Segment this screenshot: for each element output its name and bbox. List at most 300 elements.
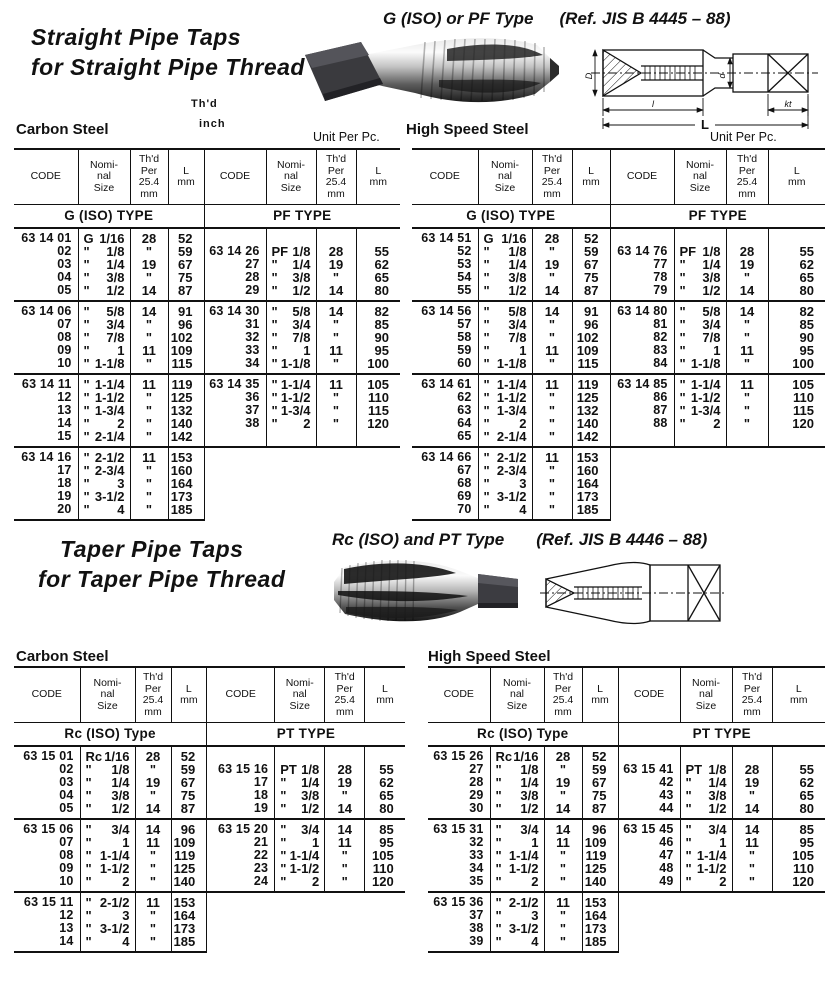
- thd-cell: ": [130, 318, 168, 331]
- size-value: 2-1/2: [99, 895, 130, 910]
- thd-cell: 14: [532, 301, 572, 318]
- size-value: 1/8: [702, 244, 721, 259]
- code-cell: 68: [457, 476, 472, 490]
- size-value: 3: [531, 908, 539, 923]
- size-cell: [275, 875, 325, 892]
- thd-cell: ": [532, 391, 572, 404]
- size-value: 1-1/4: [280, 377, 311, 392]
- size-cell: [266, 430, 316, 447]
- taper-type-heading: Rc (ISO) and PT Type: [332, 530, 505, 549]
- thd-cell: ": [726, 318, 768, 331]
- size-prefix: ": [83, 377, 90, 392]
- size-prefix: ": [280, 861, 287, 876]
- column-header: L mm: [772, 667, 825, 723]
- size-cell: [80, 746, 135, 763]
- length-cell: [365, 935, 405, 952]
- length-cell: 65: [768, 271, 825, 284]
- size-prefix: ": [83, 283, 90, 298]
- taper-carbon-label: Carbon Steel: [16, 648, 109, 665]
- code-cell: [204, 490, 266, 503]
- size-prefix: ": [483, 330, 490, 345]
- size-prefix: ": [280, 874, 287, 889]
- size-value: 3: [519, 476, 527, 491]
- length-cell: 96: [168, 318, 204, 331]
- thd-cell: ": [544, 909, 582, 922]
- code-cell: [207, 909, 275, 922]
- code-cell: [618, 909, 680, 922]
- code-cell: 59: [457, 343, 472, 357]
- straight-tap-photo: [297, 28, 565, 112]
- header-row: [412, 149, 825, 205]
- size-prefix: ": [685, 775, 692, 790]
- length-cell: 55: [356, 245, 400, 258]
- thd-cell: [316, 503, 356, 520]
- code-cell: 17: [57, 463, 72, 477]
- table-row: [428, 892, 825, 909]
- code-cell: 17: [207, 776, 275, 789]
- size-cell: [266, 357, 316, 374]
- code-cell: 49: [618, 875, 680, 892]
- size-group: [412, 228, 825, 301]
- table-row: [428, 802, 825, 819]
- code-cell: [204, 447, 266, 464]
- thd-cell: ": [130, 430, 168, 447]
- size-value: 1-3/4: [690, 403, 721, 418]
- code-cell: 22: [207, 849, 275, 862]
- length-cell: 55: [768, 245, 825, 258]
- code-cell: 62: [457, 390, 472, 404]
- size-cell: [266, 477, 316, 490]
- code-cell: 57: [457, 317, 472, 331]
- code-cell: 34: [204, 357, 266, 374]
- straight-carbon-label: Carbon Steel: [16, 121, 109, 138]
- size-value: 1/2: [708, 801, 727, 816]
- thd-cell: 11: [532, 447, 572, 464]
- size-value: 1/4: [708, 775, 727, 790]
- size-prefix: ": [83, 502, 90, 517]
- straight-type-heading: G (ISO) or PF Type: [383, 9, 534, 28]
- column-header: L mm: [168, 149, 204, 205]
- code-cell: 63 14 51: [421, 231, 472, 245]
- length-cell: 75: [582, 789, 618, 802]
- length-cell: [772, 892, 825, 909]
- thd-cell: 11: [544, 892, 582, 909]
- column-header: L mm: [365, 667, 405, 723]
- size-prefix: ": [85, 895, 92, 910]
- size-prefix: ": [83, 416, 90, 431]
- size-value: 3-1/2: [496, 489, 527, 504]
- column-header: Nomi- nal Size: [674, 149, 726, 205]
- length-cell: 91: [572, 301, 610, 318]
- length-cell: 185: [582, 935, 618, 952]
- taper-carbon-table: [14, 666, 405, 953]
- size-value: 3/4: [106, 317, 125, 332]
- column-header: Nomi- nal Size: [275, 667, 325, 723]
- size-prefix: ": [85, 861, 92, 876]
- length-cell: 59: [572, 245, 610, 258]
- length-cell: 96: [582, 819, 618, 836]
- table-row: [412, 344, 825, 357]
- length-cell: 125: [582, 862, 618, 875]
- column-header: CODE: [610, 149, 674, 205]
- thd-cell: 11: [130, 374, 168, 391]
- table-row: [14, 819, 405, 836]
- length-cell: 59: [171, 763, 207, 776]
- thd-cell: 14: [732, 819, 772, 836]
- tap-shank: [478, 574, 518, 608]
- size-prefix: ": [495, 908, 502, 923]
- size-cell: [266, 301, 316, 318]
- size-value: 1/8: [508, 244, 527, 259]
- table-row: [428, 746, 825, 763]
- column-header: Nomi- nal Size: [78, 149, 130, 205]
- code-cell: 13: [57, 403, 72, 417]
- thd-cell: [726, 490, 768, 503]
- size-prefix: ": [85, 874, 92, 889]
- thd-cell: 14: [325, 802, 365, 819]
- length-cell: 153: [572, 447, 610, 464]
- size-value: 1-1/4: [289, 848, 320, 863]
- size-value: 1-1/4: [508, 848, 539, 863]
- code-cell: 14: [57, 416, 72, 430]
- size-value: 1-1/2: [99, 861, 130, 876]
- length-cell: 120: [356, 417, 400, 430]
- size-value: 1/4: [111, 775, 130, 790]
- length-cell: 160: [572, 464, 610, 477]
- table-row: [412, 357, 825, 374]
- thd-cell: 11: [532, 344, 572, 357]
- thd-cell: ": [130, 404, 168, 417]
- thd-cell: 28: [316, 245, 356, 258]
- table-row: [14, 430, 400, 447]
- length-cell: 153: [582, 892, 618, 909]
- size-group: [428, 746, 825, 819]
- code-cell: [204, 228, 266, 245]
- size-cell: [478, 228, 532, 245]
- size-value: 3-1/2: [94, 489, 125, 504]
- thd-cell: 28: [726, 245, 768, 258]
- length-cell: 87: [582, 802, 618, 819]
- thd-cell: ": [544, 935, 582, 952]
- size-value: 3/8: [708, 788, 727, 803]
- size-value: 3/8: [301, 788, 320, 803]
- straight-hss-table: [412, 148, 825, 521]
- size-prefix: ": [85, 762, 92, 777]
- code-cell: 18: [207, 789, 275, 802]
- size-prefix: ": [495, 861, 502, 876]
- size-prefix: Rc: [85, 749, 103, 764]
- size-cell: [275, 935, 325, 952]
- length-cell: 153: [171, 892, 207, 909]
- size-cell: [275, 746, 325, 763]
- size-cell: [674, 228, 726, 245]
- size-prefix: ": [483, 476, 490, 491]
- size-prefix: ": [280, 848, 287, 863]
- size-cell: [266, 284, 316, 301]
- thd-cell: [726, 503, 768, 520]
- thd-cell: [726, 477, 768, 490]
- table-row: [14, 318, 400, 331]
- length-cell: 109: [168, 344, 204, 357]
- column-header: Nomi- nal Size: [680, 667, 732, 723]
- thd-cell: ": [316, 417, 356, 430]
- code-cell: [618, 892, 680, 909]
- code-cell: 65: [457, 429, 472, 443]
- thd-cell: 11: [325, 836, 365, 849]
- straight-title-line2: for Straight Pipe Thread: [31, 54, 305, 80]
- column-header: CODE: [618, 667, 680, 723]
- code-cell: 38: [204, 417, 266, 430]
- thd-cell: 11: [544, 836, 582, 849]
- type-heading-left: Rc (ISO) Type: [14, 723, 207, 747]
- size-prefix: ": [271, 390, 278, 405]
- code-cell: 53: [457, 257, 472, 271]
- thd-cell: 14: [532, 284, 572, 301]
- thd-cell: ": [130, 331, 168, 344]
- size-prefix: ": [280, 801, 287, 816]
- code-cell: 84: [610, 357, 674, 374]
- size-cell: [478, 374, 532, 391]
- thd-cell: ": [732, 875, 772, 892]
- code-cell: 21: [207, 836, 275, 849]
- size-cell: [674, 447, 726, 464]
- length-cell: 96: [572, 318, 610, 331]
- size-prefix: PT: [280, 762, 297, 777]
- column-header: Th'd Per 25.4 mm: [726, 149, 768, 205]
- length-cell: 87: [171, 802, 207, 819]
- length-cell: 100: [356, 357, 400, 374]
- code-cell: 44: [618, 802, 680, 819]
- code-cell: [207, 892, 275, 909]
- code-cell: 69: [457, 489, 472, 503]
- straight-section-title: [31, 22, 305, 82]
- size-value: 1-1/2: [696, 861, 727, 876]
- length-cell: 153: [168, 447, 204, 464]
- thd-cell: ": [726, 271, 768, 284]
- column-header: Th'd Per 25.4 mm: [135, 667, 171, 723]
- thd-cell: [732, 909, 772, 922]
- code-cell: [610, 430, 674, 447]
- size-cell: [680, 922, 732, 935]
- size-prefix: ": [483, 304, 490, 319]
- size-prefix: ": [83, 343, 90, 358]
- thd-cell: 28: [532, 228, 572, 245]
- size-value: 3/8: [520, 788, 539, 803]
- header-row: [428, 667, 825, 723]
- straight-type-heading-row: [383, 9, 731, 29]
- size-value: 2: [531, 874, 539, 889]
- length-cell: [768, 477, 825, 490]
- size-prefix: ": [83, 304, 90, 319]
- size-group: [14, 228, 400, 301]
- type-row: [14, 205, 400, 229]
- taper-hss-table: [428, 666, 825, 953]
- size-prefix: PT: [685, 762, 703, 777]
- thd-cell: ": [325, 875, 365, 892]
- code-cell: [204, 503, 266, 520]
- size-value: 3/4: [111, 822, 130, 837]
- length-cell: 65: [772, 789, 825, 802]
- size-value: 1/8: [292, 244, 311, 259]
- thd-cell: ": [544, 862, 582, 875]
- thd-cell: [325, 746, 365, 763]
- table-row: [428, 922, 825, 935]
- size-cell: [266, 374, 316, 391]
- thd-cell: 14: [325, 819, 365, 836]
- length-cell: 55: [772, 763, 825, 776]
- thd-inch-line2: inch: [199, 118, 226, 130]
- table-row: [412, 245, 825, 258]
- size-value: 1-3/4: [94, 403, 125, 418]
- taper-section-title: [38, 534, 285, 594]
- size-prefix: ": [483, 502, 490, 517]
- length-cell: 132: [572, 404, 610, 417]
- size-value: 1/2: [520, 801, 539, 816]
- length-cell: 173: [582, 922, 618, 935]
- size-prefix: ": [483, 343, 490, 358]
- size-value: 4: [519, 502, 527, 517]
- size-cell: [680, 875, 732, 892]
- code-cell: 35: [469, 874, 484, 888]
- length-cell: [772, 922, 825, 935]
- code-cell: 55: [457, 283, 472, 297]
- size-value: 2: [519, 416, 527, 431]
- code-cell: 63 15 31: [428, 819, 490, 836]
- size-prefix: ": [83, 257, 90, 272]
- length-cell: 100: [768, 357, 825, 374]
- table-row: [412, 228, 825, 245]
- size-value: 3: [117, 476, 125, 491]
- length-cell: 164: [171, 909, 207, 922]
- size-prefix: PF: [679, 244, 697, 259]
- length-cell: [768, 430, 825, 447]
- size-value: 1/8: [708, 762, 727, 777]
- thd-cell: ": [316, 318, 356, 331]
- thd-cell: 14: [135, 819, 171, 836]
- code-cell: 03: [57, 257, 72, 271]
- size-value: 3/4: [301, 822, 320, 837]
- thd-cell: 28: [544, 746, 582, 763]
- length-cell: 125: [572, 391, 610, 404]
- length-cell: 52: [171, 746, 207, 763]
- column-header: Th'd Per 25.4 mm: [130, 149, 168, 205]
- size-cell: [275, 892, 325, 909]
- code-cell: 63 15 16: [207, 763, 275, 776]
- code-cell: 09: [57, 343, 72, 357]
- length-cell: 67: [572, 258, 610, 271]
- code-cell: 32: [469, 835, 484, 849]
- size-value: 3/4: [702, 317, 721, 332]
- thd-cell: ": [726, 417, 768, 430]
- code-cell: 63 14 35: [204, 374, 266, 391]
- size-prefix: ": [85, 848, 92, 863]
- size-prefix: ": [685, 788, 692, 803]
- code-cell: 02: [59, 762, 74, 776]
- size-cell: [275, 819, 325, 836]
- length-cell: 52: [582, 746, 618, 763]
- column-header: Nomi- nal Size: [80, 667, 135, 723]
- size-prefix: ": [679, 304, 686, 319]
- size-value: 1: [311, 835, 320, 850]
- tap-shank: [305, 42, 383, 101]
- length-cell: 185: [572, 503, 610, 520]
- size-prefix: ": [685, 861, 692, 876]
- size-prefix: ": [679, 317, 686, 332]
- size-value: 1-1/8: [94, 356, 125, 371]
- size-cell: [80, 875, 135, 892]
- thd-cell: [316, 490, 356, 503]
- table-row: [428, 763, 825, 776]
- size-value: 1-3/4: [496, 403, 527, 418]
- thd-cell: 28: [130, 228, 168, 245]
- thd-cell: 14: [130, 284, 168, 301]
- straight-carbon-table: [14, 148, 400, 521]
- size-group: [412, 301, 825, 374]
- table-row: [14, 258, 400, 271]
- size-group: [14, 746, 405, 819]
- length-cell: 95: [356, 344, 400, 357]
- size-value: 1: [122, 835, 130, 850]
- code-cell: 54: [457, 270, 472, 284]
- dim-label-L: L: [701, 117, 709, 132]
- length-cell: [365, 922, 405, 935]
- code-cell: 02: [57, 244, 72, 258]
- size-value: 2-1/2: [496, 450, 527, 465]
- thd-cell: ": [732, 862, 772, 875]
- thd-cell: [325, 892, 365, 909]
- code-cell: 86: [610, 391, 674, 404]
- size-value: 1-1/2: [690, 390, 721, 405]
- size-prefix: ": [280, 822, 287, 837]
- code-cell: 52: [457, 244, 472, 258]
- thd-cell: ": [316, 271, 356, 284]
- size-cell: [674, 477, 726, 490]
- size-prefix: ": [495, 874, 502, 889]
- size-value: 2: [303, 416, 311, 431]
- code-cell: 63 14 80: [610, 301, 674, 318]
- code-cell: 30: [469, 801, 484, 815]
- dim-label-l: l: [652, 99, 654, 109]
- table-row: [14, 417, 400, 430]
- table-row: [14, 935, 405, 952]
- length-cell: 119: [582, 849, 618, 862]
- straight-hss-label: High Speed Steel: [406, 121, 529, 138]
- code-cell: [610, 503, 674, 520]
- code-cell: 87: [610, 404, 674, 417]
- size-value: 1/16: [99, 231, 125, 246]
- size-value: 7/8: [508, 330, 527, 345]
- table-row: [428, 789, 825, 802]
- size-cell: [80, 892, 135, 909]
- size-prefix: ": [85, 934, 92, 949]
- size-prefix: ": [483, 450, 490, 465]
- thd-cell: ": [544, 875, 582, 892]
- length-cell: 85: [768, 318, 825, 331]
- thd-cell: 14: [135, 802, 171, 819]
- thd-cell: ": [544, 789, 582, 802]
- table-row: [412, 430, 825, 447]
- size-group: [14, 301, 400, 374]
- length-cell: 82: [356, 301, 400, 318]
- table-row: [412, 417, 825, 430]
- column-header: CODE: [428, 667, 490, 723]
- code-cell: 09: [59, 861, 74, 875]
- length-cell: 120: [768, 417, 825, 430]
- thd-cell: ": [532, 464, 572, 477]
- size-value: 1/2: [508, 283, 527, 298]
- header-row: [14, 149, 400, 205]
- table-row: [14, 374, 400, 391]
